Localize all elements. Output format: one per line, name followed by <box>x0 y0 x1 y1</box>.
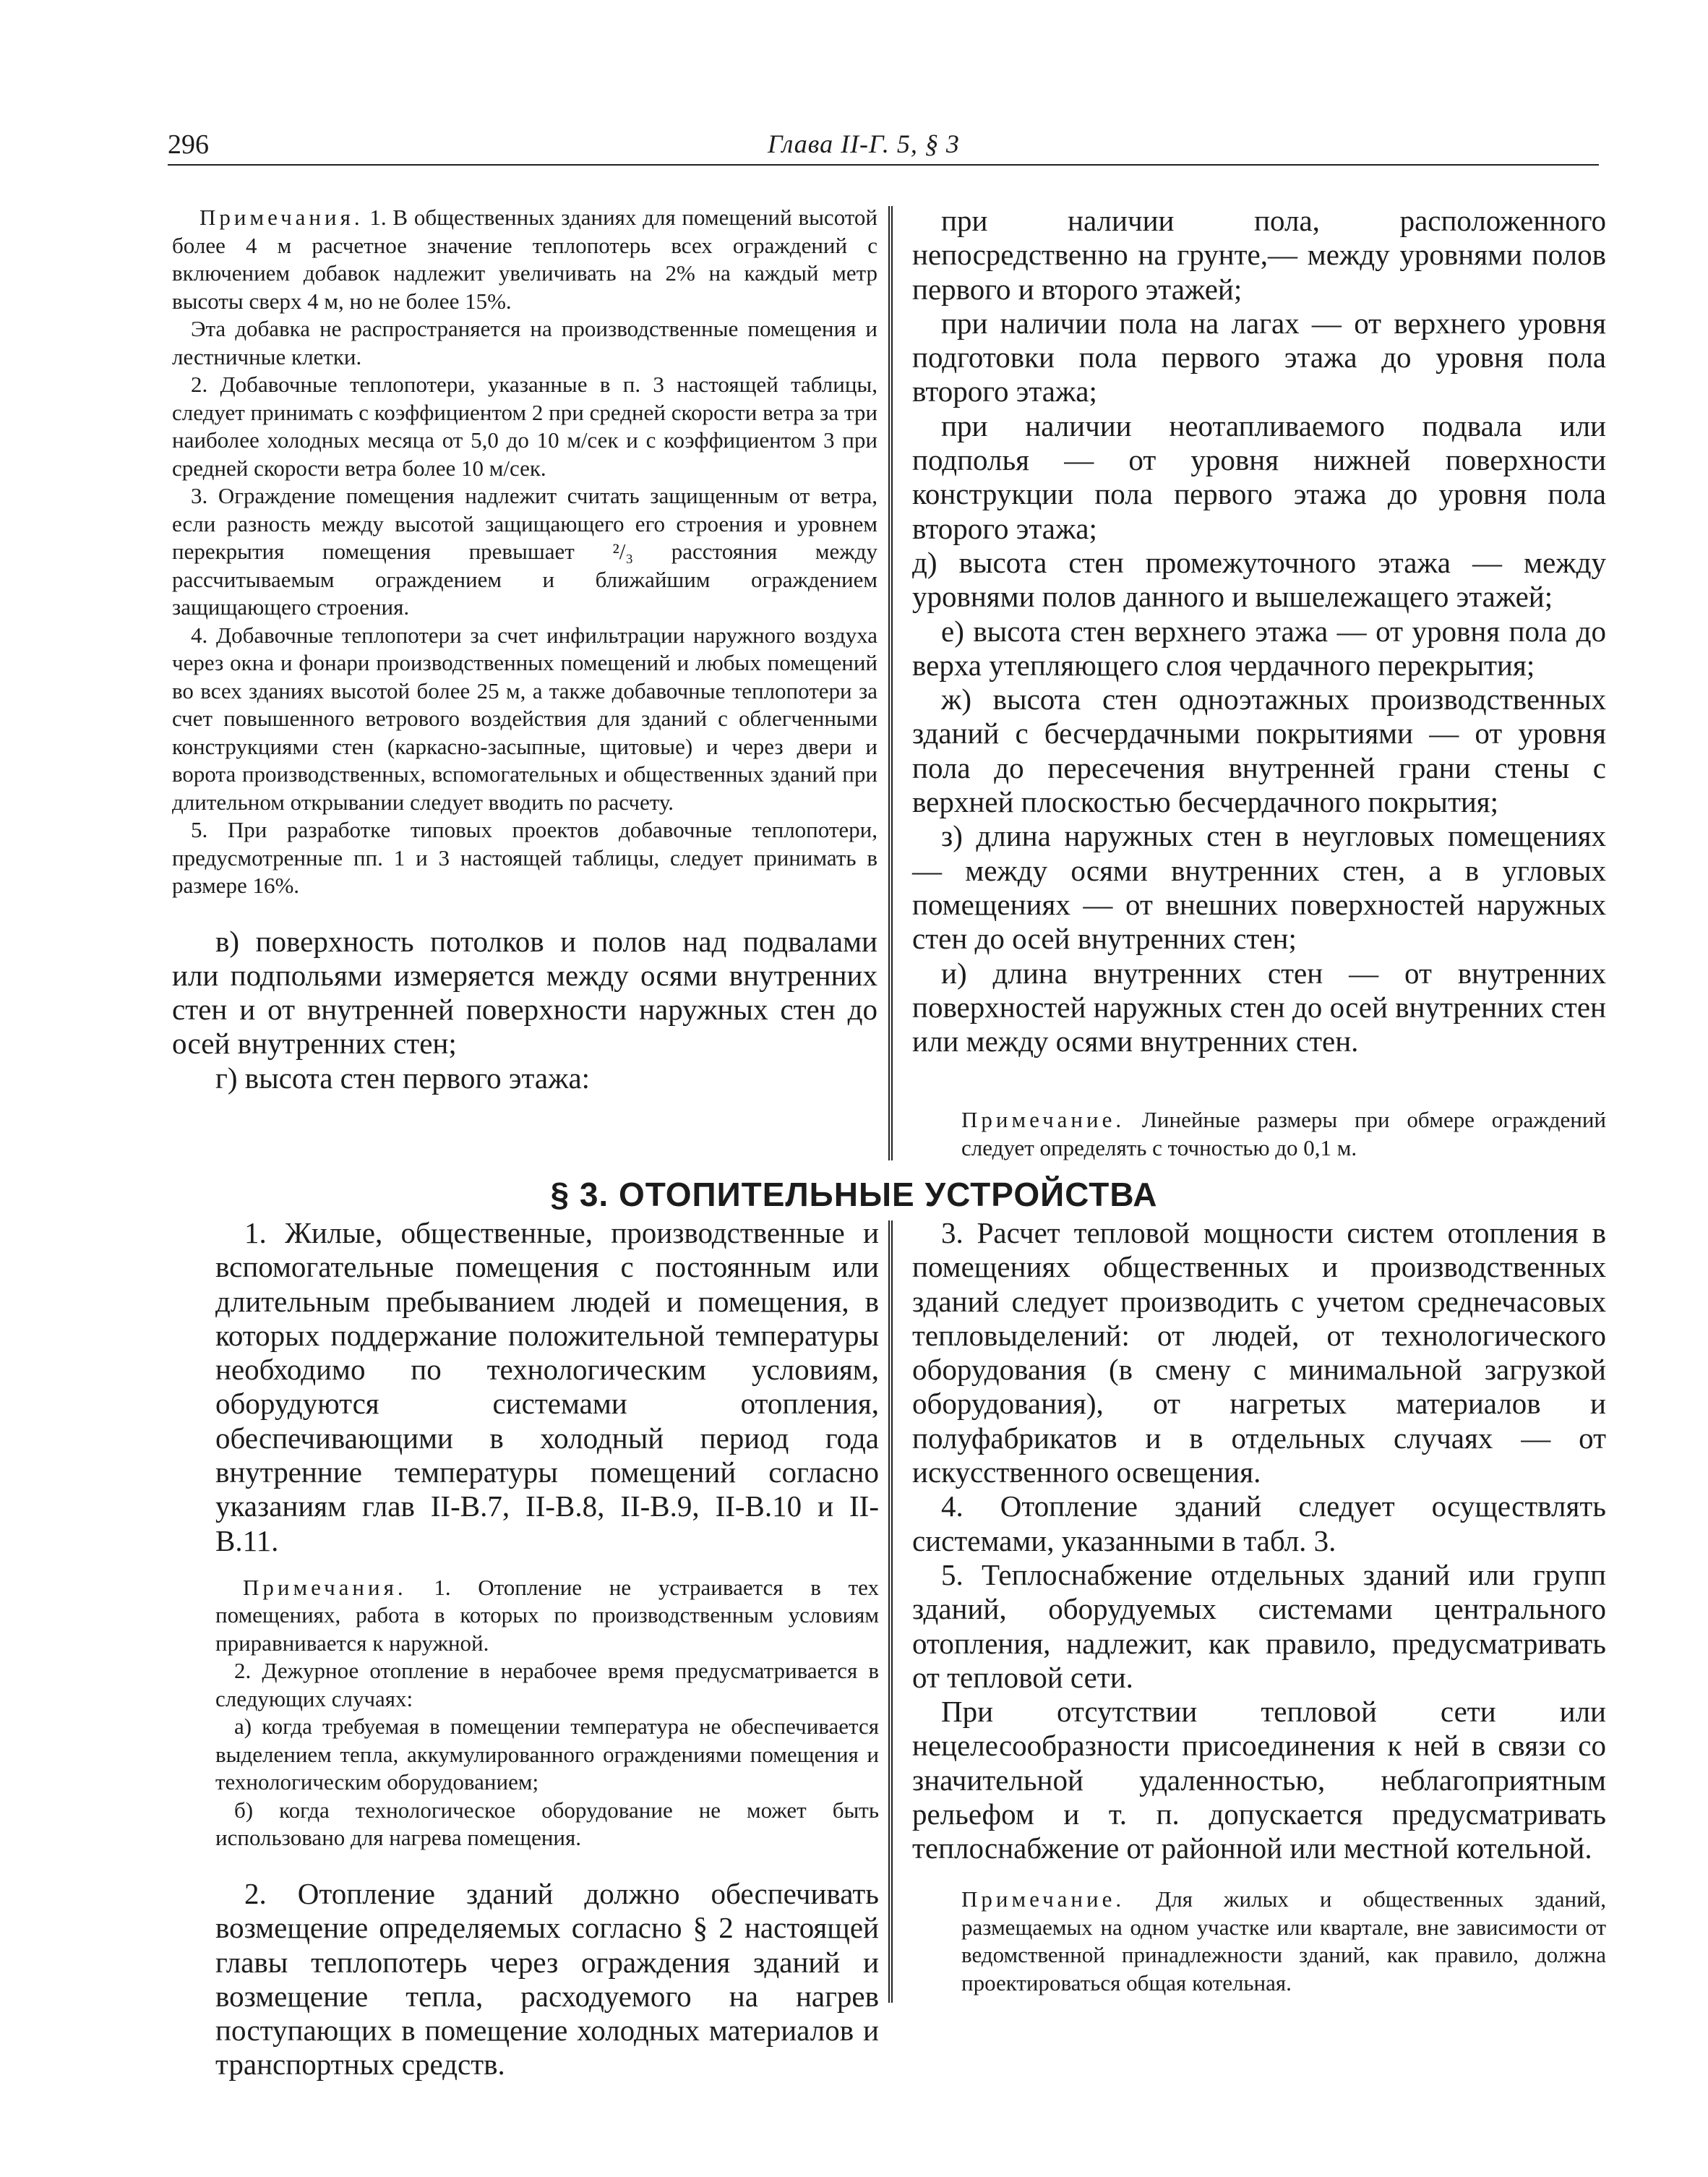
note-label: Примечание. <box>961 1107 1125 1132</box>
item-5b: При отсутствии тепловой сети или нецелесообразности присоединения к ней в связи со значительной удаленностью, неблагоприятным рельефом и т. п. допускается предусматривать теплоснабжение от районной или местной котельной. <box>912 1695 1606 1865</box>
heating-note-2b: б) когда технологическое оборудование не может быть использовано для нагрева помещения. <box>215 1797 879 1851</box>
table-note-2: 2. Добавочные теплопотери, указанные в п. 3 настоящей таблицы, следует принимать с коэффициентом 2 при средней скорости ветра за три наиболее холодных месяца от 5,0 до 10 м/сек и с коэффициентом 3 при средней скорости ветра более 10 м/сек. <box>172 372 877 481</box>
item-zh: ж) высота стен одноэтажных производственных зданий с бесчердачными покрытиями — от уровня пола до пересечения внутренней грани стены с верхней плоскостью бесчердачного покрытия; <box>912 683 1606 819</box>
item-2: 2. Отопление зданий должно обеспечивать возмещение определяемых согласно § 2 настоящей главы теплопотерь через ограждения зданий и возмещение тепла, расходуемого на нагрев поступающих в помещение холодных материалов и транспортных средств. <box>215 1876 879 2082</box>
page-header <box>168 129 1599 165</box>
item-4: 4. Отопление зданий следует осуществлять системами, указанными в табл. 3. <box>912 1489 1606 1557</box>
page-number: 296 <box>168 129 209 160</box>
left-column-top <box>172 204 877 1095</box>
paragraph-floor-on-joists: при наличии пола на лагах — от верхнего уровня подготовки пола первого этажа до уровня пола второго этажа; <box>912 306 1606 409</box>
table-note-3: 3. Ограждение помещения надлежит считать защищенным от ветра, если разность между высотой защищающего его строения и уровнем перекрытия помещения превышает ²/₃ расстояния между рассчитываемым ограждением и ближайшим ограждением защищающего строения. <box>172 483 877 620</box>
item-z: з) длина наружных стен в неугловых помещениях — между осями внутренних стен, а в угловых помещениях — от внешних поверхностей наружных стен до осей внутренних стен; <box>912 819 1606 956</box>
note-label: Примечание. <box>961 1886 1125 1912</box>
note-paragraph <box>961 1886 1606 1997</box>
table-note-4: 4. Добавочные теплопотери за счет инфильтрации наружного воздуха через окна и фонари производственных помещений и любых помещений во всех зданиях высотой более 25 м, а также добавочные теплопотери за счет повышенного ветрового воздействия для зданий с облегченными конструкциями стен (каркасно-засыпные, щитовые) и через двери и ворота производственных, вспомогательных и общественных зданий при длительном открывании следует вводить по расчету. <box>172 622 877 815</box>
right-column-bottom <box>912 1216 1606 1866</box>
paragraph-unheated-basement: при наличии неотапливаемого подвала или подполья — от уровня нижней поверхности конструкции пола первого этажа до уровня пола второго этажа; <box>912 409 1606 545</box>
heating-note-1 <box>215 1574 879 1658</box>
item-1: 1. Жилые, общественные, производственные и вспомогательные помещения с постоянным или длительным пребыванием людей и помещения, в которых поддержание положительной температуры необходимо по технологическим условиям, оборудуются системами отопления, обеспечивающими в холодный период года внутренние температуры помещений согласно указаниям глав II-В.7, II-В.8, II-В.9, II-В.10 и II-В.11. <box>215 1216 879 1557</box>
note-text: 1. В общественных зданиях для помещений высотой более 4 м расчетное значение теплопотерь всех ограждений с включением добавок надлежит увеличивать на 2% на каждый метр высоты сверх 4 м, но не более 15%. <box>172 205 878 314</box>
item-e: е) высота стен верхнего этажа — от уровня пола до верха утепляющего слоя чердачного перекрытия; <box>912 614 1606 682</box>
item-d: д) высота стен промежуточного этажа — между уровнями полов данного и вышележащего этажей; <box>912 545 1606 614</box>
note-text: Линейные размеры при обмере ограждений следует определять с точностью до 0,1 м. <box>961 1107 1606 1160</box>
item-i: и) длина внутренних стен — от внутренних поверхностей наружных стен до осей внутренних стен или между осями внутренних стен. <box>912 956 1606 1058</box>
heating-note-2a: а) когда требуемая в помещении температура не обеспечивается выделением тепла, аккумулированного ограждениями помещения и технологическим оборудованием; <box>215 1714 879 1795</box>
left-items <box>172 925 877 1095</box>
note-text: 1. Отопление не устраивается в тех помещениях, работа в которых по производственным условиям приравнивается к наружной. <box>215 1574 879 1656</box>
heating-notes <box>215 1574 879 1852</box>
header-rule <box>168 164 1599 166</box>
paragraph-floor-on-ground: при наличии пола, расположенного непосредственно на грунте,— между уровнями полов первого и второго этажей; <box>912 204 1606 306</box>
right-bottom-note <box>961 1886 1606 1997</box>
left-column-bottom <box>215 1216 879 2082</box>
table-note-1b: Эта добавка не распространяется на производственные помещения и лестничные клетки. <box>172 316 877 369</box>
table-note-1 <box>172 204 877 315</box>
notes-label: Примечания. <box>243 1574 407 1600</box>
item-3: 3. Расчет тепловой мощности систем отопления в помещениях общественных и производственных зданий следует производить с учетом среднечасовых тепловыделений: от людей, от технологического оборудования (в смену с минимальной загрузкой оборудования), от нагретых материалов и полуфабрикатов и в отдельных случаях — от искусственного освещения. <box>912 1216 1606 1489</box>
heating-note-2: 2. Дежурное отопление в нерабочее время предусматривается в следующих случаях: <box>215 1658 879 1711</box>
column-divider-top <box>888 206 893 1160</box>
column-divider-bottom <box>888 1220 893 2003</box>
note-paragraph <box>961 1106 1606 1162</box>
section-title: § 3. ОТОПИТЕЛЬНЫЕ УСТРОЙСТВА <box>550 1176 1158 1213</box>
right-top-note <box>961 1106 1606 1162</box>
right-column-top <box>912 204 1606 1058</box>
notes-label: Примечания. <box>199 205 364 230</box>
item-g: г) высота стен первого этажа: <box>215 1061 591 1095</box>
table-note-5: 5. При разработке типовых проектов добавочные теплопотери, предусмотренные пп. 1 и 3 настоящей таблицы, следует принимать в размере 16%. <box>172 817 877 898</box>
running-head: Глава II-Г. 5, § 3 <box>768 129 960 158</box>
note-text: Для жилых и общественных зданий, размещаемых на одном участке или квартале, вне зависимости от ведомственной принадлежности зданий, как правило, должна проектироваться общая котельная. <box>961 1886 1606 1996</box>
item-5: 5. Теплоснабжение отдельных зданий или групп зданий, оборудуемых системами центрального отопления, надлежит, как правило, предусматривать от тепловой сети. <box>912 1557 1606 1694</box>
item-v: в) поверхность потолков и полов над подвалами или подпольями измеряется между осями внутренних стен и от внутренней поверхности наружных стен до осей внутренних стен; <box>172 924 877 1061</box>
